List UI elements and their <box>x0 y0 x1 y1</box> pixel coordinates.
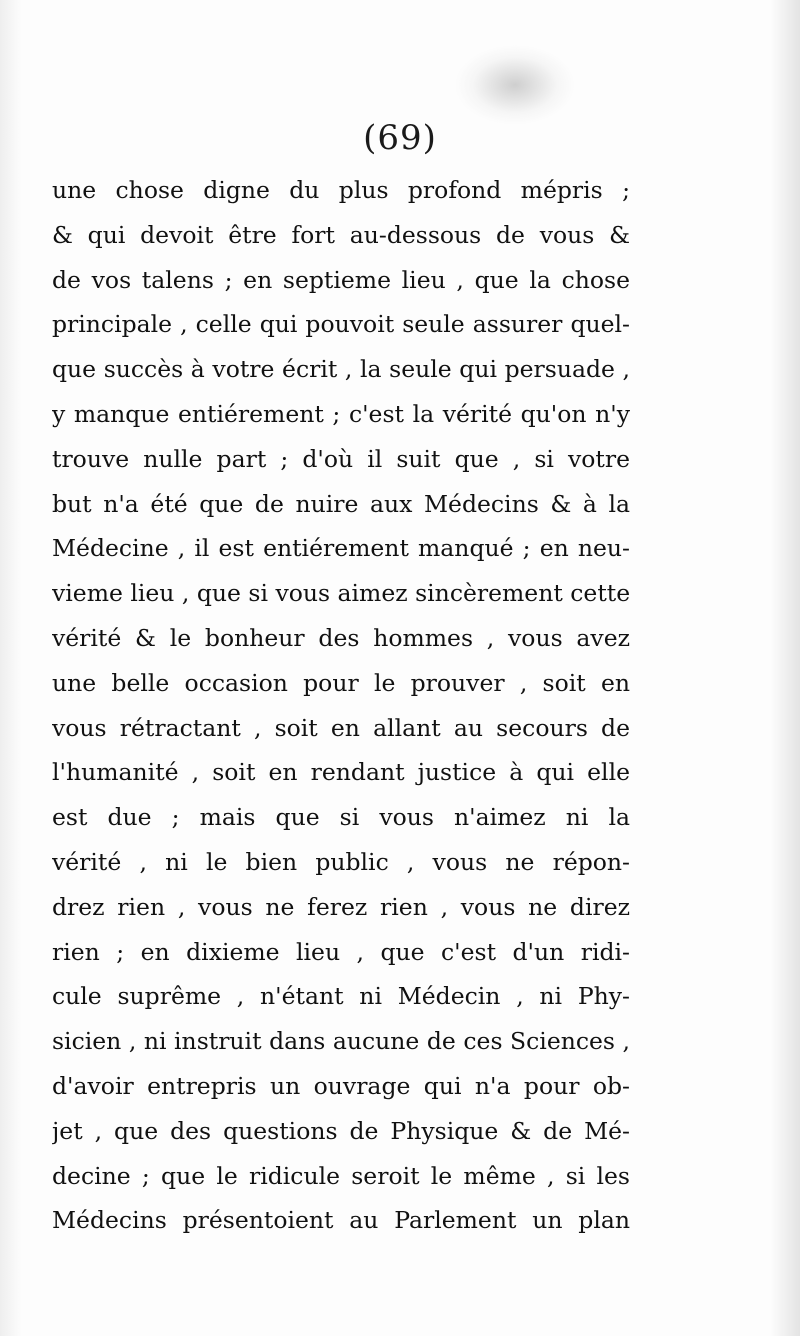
text-line: decine ; que le ridicule seroit le même , si les <box>52 1161 630 1190</box>
text-line: d'avoir entrepris un ouvrage qui n'a pour ob- <box>52 1071 630 1100</box>
text-line: Médecins présentoient au Parlement un plan <box>52 1206 630 1235</box>
text-line: sicien , ni instruit dans aucune de ces Sciences , <box>52 1027 630 1056</box>
text-line: vérité , ni le bien public , vous ne répon- <box>52 847 630 876</box>
text-line: est due ; mais que si vous n'aimez ni la <box>52 803 630 832</box>
text-line: drez rien , vous ne ferez rien , vous ne direz <box>52 892 630 921</box>
text-line: trouve nulle part ; d'où il suit que , si votre <box>52 444 630 473</box>
page-number: (69) <box>363 118 437 158</box>
text-line: Médecine , il est entiérement manqué ; en neu- <box>52 534 630 563</box>
text-line: de vos talens ; en septieme lieu , que la chose <box>52 265 630 294</box>
text-line: but n'a été que de nuire aux Médecins & à la <box>52 489 630 518</box>
text-line: y manque entiérement ; c'est la vérité qu'on n'y <box>52 399 630 428</box>
text-line: que succès à votre écrit , la seule qui persuade , <box>52 355 630 384</box>
body-text <box>52 168 630 1243</box>
text-line: principale , celle qui pouvoit seule assurer quel- <box>52 310 630 339</box>
text-line: jet , que des questions de Physique & de Mé- <box>52 1116 630 1145</box>
text-line: une belle occasion pour le prouver , soit en <box>52 668 630 697</box>
text-line: cule suprême , n'étant ni Médecin , ni Phy- <box>52 982 630 1011</box>
text-line: vous rétractant , soit en allant au secours de <box>52 713 630 742</box>
page-edge-shadow <box>770 0 800 1336</box>
text-line: & qui devoit être fort au-dessous de vous & <box>52 220 630 249</box>
text-line: l'humanité , soit en rendant justice à qui elle <box>52 758 630 787</box>
text-line: vérité & le bonheur des hommes , vous avez <box>52 623 630 652</box>
text-line: vieme lieu , que si vous aimez sincèrement cette <box>52 579 630 608</box>
text-line: une chose digne du plus profond mépris ; <box>52 176 630 204</box>
text-line: rien ; en dixieme lieu , que c'est d'un ridi- <box>52 937 630 966</box>
